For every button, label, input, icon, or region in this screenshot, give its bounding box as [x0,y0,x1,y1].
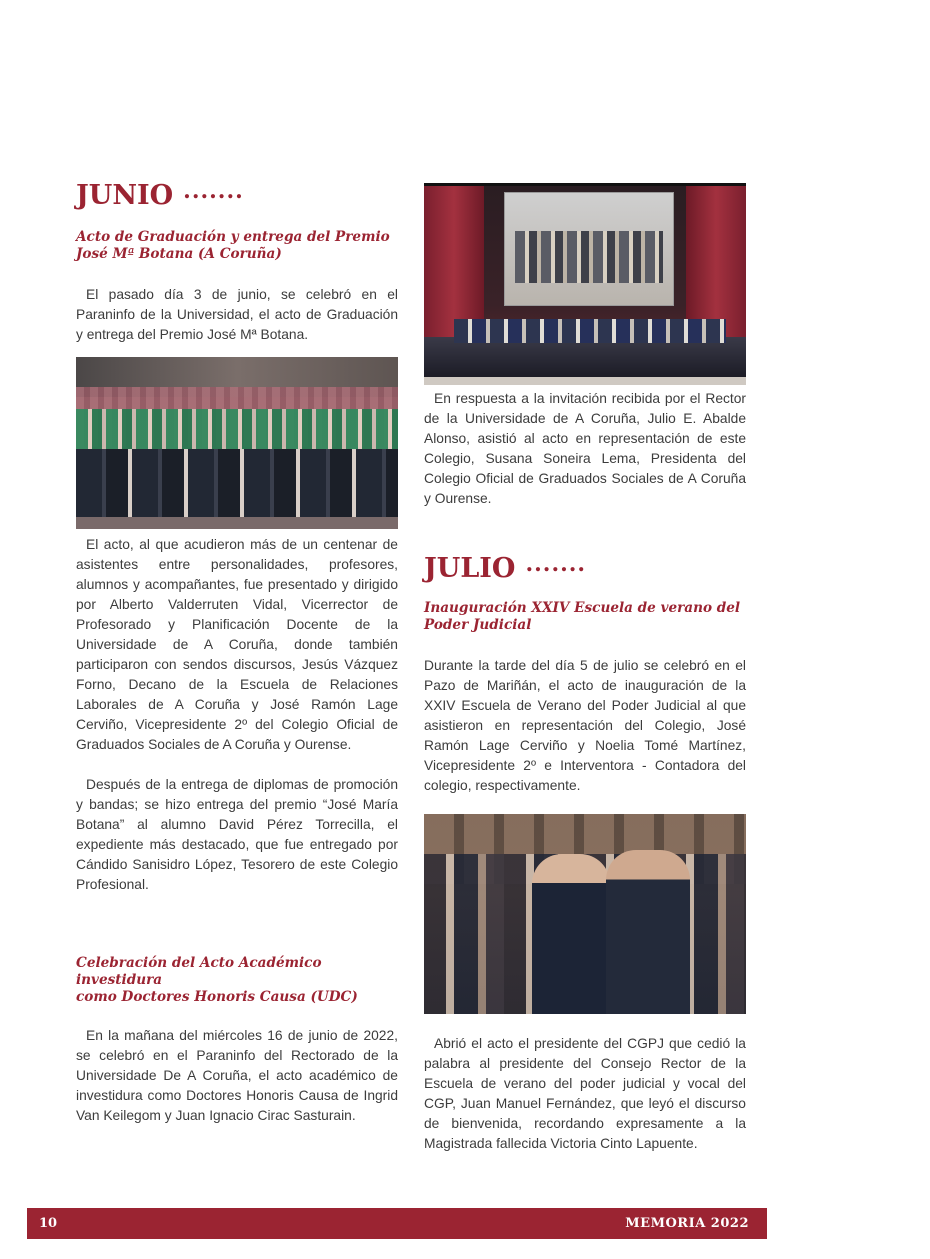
graduation-intro: El pasado día 3 de junio, se celebró en el Paraninfo de la Universidad, el acto de Graduación y entrega del Premio José Mª Botana. [76,287,398,342]
honoris-heading-line1: Celebración del Acto Académico investidura [76,955,322,988]
graduation-photo [76,357,398,529]
summer-school-photo [424,814,746,1014]
left-column [76,180,398,1126]
summer-school-body: Abrió el acto el presidente del CGPJ que cedió la palabra al presidente del Consejo Rector de la Escuela de verano del poder judicial y vocal del CGP, Juan Manuel Fernández, que leyó el discurso de bienvenida, recordando expresamente a la Magistrada fallecida Victoria Cinto Lapuente. [424,1036,746,1151]
honoris-heading [76,955,398,1006]
junio-title-text: JUNIO [76,180,174,211]
honoris-attendance: En respuesta a la invitación recibida por el Rector de la Universidade de A Coruña, Julio E. Abalde Alonso, asistió al acto en representación de este Colegio, Susana Soneira Lema, Presidenta del Colegio Oficial de Graduados Sociales de A Coruña y Ourense. [424,391,746,506]
graduation-heading-line1: Acto de Graduación y entrega del Premio [76,229,390,245]
graduation-award: Después de la entrega de diplomas de promoción y bandas; se hizo entrega del premio “José María Botana” al alumno David Pérez Torrecilla, el expediente más destacado, que fue entregado por Cándido Sanisidro López, Tesorero de este Colegio Profesional. [76,777,398,892]
summer-school-heading-line2: Poder Judicial [424,617,532,633]
junio-title-dots: ....... [183,178,244,204]
junio-title [76,180,398,211]
graduation-heading [76,229,398,263]
julio-title-dots: ....... [525,551,587,577]
julio-title-text: JULIO [424,553,516,584]
honoris-body: En la mañana del miércoles 16 de junio de 2022, se celebró en el Paraninfo del Rectorado de la Universidade De A Coruña, el acto académico de investidura como Doctores Honoris Causa de Ingrid Van Keilegom y Juan Ignacio Cirac Sasturain. [76,1028,398,1123]
summer-school-intro: Durante la tarde del día 5 de julio se celebró en el Pazo de Mariñán, el acto de inauguración de la XXIV Escuela de Verano del Poder Judicial al que asistieron en representación del Colegio, José Ramón Lage Cerviño y Noelia Tomé Martínez, Vicepresidente 2º e Interventora - Contadora del colegio, respectivamente. [424,658,746,793]
page-footer [27,1208,767,1239]
graduation-body: El acto, al que acudieron más de un centenar de asistentes entre personalidades, profesores, alumnos y acompañantes, fue presentado y dirigido por Alberto Valderruten Vidal, Vicerrector de Profesorado y Planificación Docente de la Universidade de A Coruña, donde también participaron con sendos discursos, Jesús Vázquez Forno, Decano de la Escuela de Relaciones Laborales de A Coruña y José Ramón Lage Cerviño, Vicepresidente 2º del Colegio Oficial de Graduados Sociales de A Coruña y Ourense. [76,537,398,752]
page-number: 10 [39,1216,58,1231]
publication-title: MEMORIA 2022 [625,1216,749,1231]
honoris-heading-line2: como Doctores Honoris Causa (UDC) [76,989,358,1005]
graduation-heading-line2: José Mª Botana (A Coruña) [76,246,282,262]
right-column [424,183,746,1154]
summer-school-heading-line1: Inauguración XXIV Escuela de verano del [424,600,741,616]
julio-title [424,553,746,584]
summer-school-heading [424,600,746,634]
honoris-photo [424,183,746,385]
